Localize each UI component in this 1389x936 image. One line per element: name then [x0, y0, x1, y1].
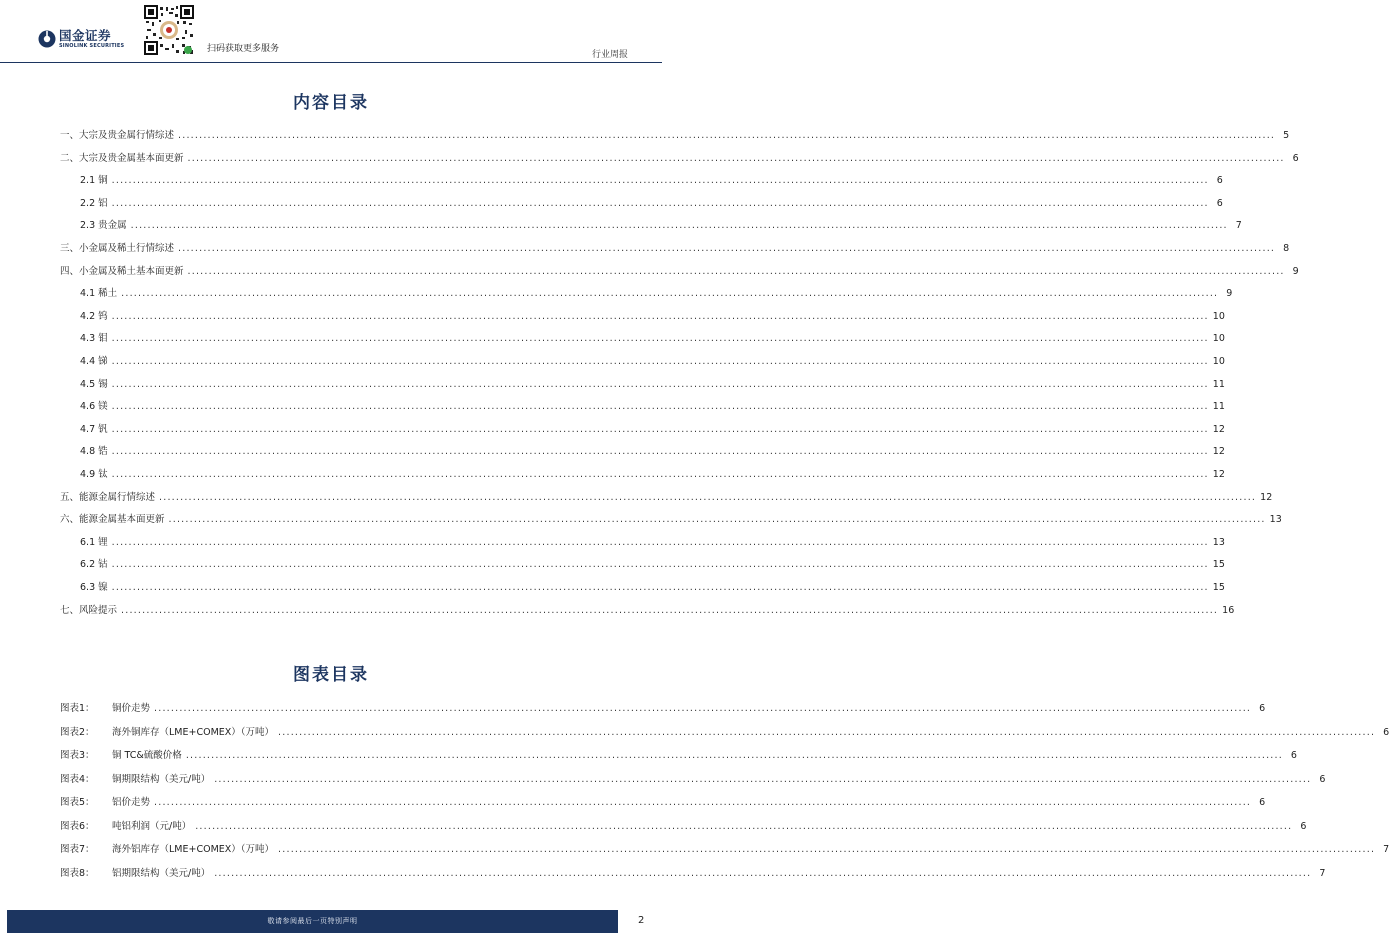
- toc-entry-page: 6: [1216, 197, 1223, 209]
- toc-entry-page: 5: [1283, 130, 1290, 141]
- dot-leader: ....................................................................................................................................................................................................................................................................: [111, 536, 1209, 548]
- toc-entry-label: 一、大宗及贵金属行情综述: [60, 130, 175, 141]
- figure-entry-label: 铜 TC&硫酸价格: [112, 750, 182, 761]
- figures-title: 图表目录: [293, 665, 369, 685]
- figure-entry[interactable]: [60, 702, 1266, 716]
- toc-entry-page: 15: [1212, 582, 1225, 593]
- figure-entry-number: 图表7：: [60, 844, 95, 855]
- toc-entry-page: 9: [1292, 265, 1299, 277]
- toc-entry-page: 6: [1216, 175, 1223, 187]
- toc-entry-label: 二、大宗及贵金属基本面更新: [60, 152, 184, 164]
- toc-entry-label: 2.2 铝: [80, 197, 108, 209]
- dot-leader: ....................................................................................................................................................................................................................................................................: [111, 378, 1209, 390]
- toc-entry[interactable]: [80, 287, 1233, 301]
- toc-entry-label: 6.3 镍: [80, 582, 108, 593]
- toc-entry-label: 2.1 铜: [80, 175, 108, 187]
- header-divider: [0, 62, 662, 63]
- toc-entry[interactable]: [80, 536, 1225, 550]
- toc-entry-label: 4.1 稀土: [80, 288, 118, 300]
- toc-entry-label: 4.9 钛: [80, 469, 108, 480]
- toc-entry[interactable]: [80, 423, 1225, 437]
- dot-leader: ....................................................................................................................................................................................................................................................................: [154, 797, 1252, 808]
- toc-entry-page: 11: [1212, 378, 1225, 390]
- brand-name-cn: 国金证券: [59, 28, 112, 43]
- figure-entry-page: 7: [1383, 844, 1389, 855]
- toc-entry-page: 12: [1260, 491, 1273, 503]
- toc-entry[interactable]: [60, 513, 1282, 527]
- toc-entry-label: 6.1 锂: [80, 536, 108, 548]
- dot-leader: ....................................................................................................................................................................................................................................................................: [111, 401, 1209, 413]
- toc-entry-label: 4.3 钼: [80, 333, 108, 345]
- figure-entry[interactable]: [60, 726, 1389, 740]
- toc-entry-page: 10: [1212, 333, 1225, 345]
- dot-leader: ....................................................................................................................................................................................................................................................................: [121, 288, 1219, 300]
- toc-entry[interactable]: [60, 242, 1290, 256]
- toc-entry-label: 4.4 锑: [80, 356, 108, 367]
- report-type-label: 行业周报: [591, 50, 628, 60]
- toc-entry-page: 16: [1222, 604, 1235, 616]
- dot-leader: ....................................................................................................................................................................................................................................................................: [111, 310, 1209, 322]
- toc-entry-page: 7: [1235, 220, 1242, 232]
- toc-entry[interactable]: [80, 581, 1225, 595]
- dot-leader: ....................................................................................................................................................................................................................................................................: [121, 604, 1219, 616]
- page-header: [0, 0, 662, 62]
- toc-entry[interactable]: [60, 265, 1299, 279]
- figure-entry[interactable]: [60, 867, 1326, 881]
- dot-leader: ....................................................................................................................................................................................................................................................................: [168, 514, 1266, 526]
- dot-leader: ....................................................................................................................................................................................................................................................................: [154, 703, 1252, 714]
- dot-leader: ....................................................................................................................................................................................................................................................................: [187, 265, 1285, 277]
- dot-leader: ....................................................................................................................................................................................................................................................................: [159, 491, 1257, 503]
- figure-entry-page: 6: [1319, 773, 1326, 785]
- toc-entry-label: 4.5 锡: [80, 378, 108, 390]
- toc-entry-label: 4.6 镁: [80, 401, 108, 413]
- dot-leader: ....................................................................................................................................................................................................................................................................: [278, 726, 1376, 738]
- figure-entry[interactable]: [60, 749, 1297, 763]
- figure-entry-label: 吨铝利润（元/吨）: [112, 820, 192, 832]
- dot-leader: ....................................................................................................................................................................................................................................................................: [278, 844, 1376, 855]
- dot-leader: ....................................................................................................................................................................................................................................................................: [111, 559, 1209, 571]
- toc-entry-label: 6.2 钴: [80, 559, 108, 571]
- toc-entry[interactable]: [80, 378, 1225, 392]
- dot-leader: ....................................................................................................................................................................................................................................................................: [178, 243, 1276, 254]
- toc-entry-label: 七、风险提示: [60, 604, 118, 616]
- figure-entry-number: 图表6：: [60, 820, 95, 832]
- dot-leader: ....................................................................................................................................................................................................................................................................: [111, 197, 1209, 209]
- toc-entry-page: 10: [1212, 310, 1225, 322]
- toc-entry[interactable]: [80, 558, 1225, 572]
- toc-entry-label: 4.7 钒: [80, 423, 108, 435]
- figure-entry-number: 图表1：: [60, 703, 95, 714]
- toc-entry-page: 8: [1283, 243, 1290, 254]
- figure-entry-number: 图表5：: [60, 797, 95, 808]
- toc-entry[interactable]: [60, 604, 1235, 618]
- toc-entry[interactable]: [60, 152, 1299, 166]
- figure-entry-label: 铝价走势: [112, 797, 151, 808]
- figure-entry-label: 铜价走势: [112, 703, 151, 714]
- footer-disclaimer: 敬请参阅最后一页特别声明: [267, 917, 358, 925]
- toc-entry[interactable]: [80, 197, 1223, 211]
- toc-entry-page: 15: [1212, 559, 1225, 571]
- toc-entry[interactable]: [80, 445, 1225, 459]
- dot-leader: ....................................................................................................................................................................................................................................................................: [130, 220, 1228, 232]
- toc-entry[interactable]: [80, 332, 1225, 346]
- dot-leader: ....................................................................................................................................................................................................................................................................: [187, 152, 1285, 164]
- dot-leader: ....................................................................................................................................................................................................................................................................: [111, 423, 1209, 435]
- brand-name-en: SINOLINK SECURITIES: [59, 43, 125, 49]
- toc-entry[interactable]: [80, 355, 1225, 369]
- dot-leader: ....................................................................................................................................................................................................................................................................: [178, 130, 1276, 141]
- toc-entry[interactable]: [80, 174, 1223, 188]
- page-number: 2: [638, 915, 645, 926]
- dot-leader: ....................................................................................................................................................................................................................................................................: [214, 773, 1312, 785]
- toc-entry-page: 12: [1212, 469, 1225, 480]
- figure-entry-number: 图表4：: [60, 773, 95, 785]
- toc-entry-label: 六、能源金属基本面更新: [60, 514, 165, 526]
- toc-entry-page: 13: [1269, 514, 1282, 526]
- toc-entry-page: 9: [1226, 288, 1233, 300]
- figure-entry-page: 6: [1300, 820, 1307, 832]
- figure-entry-label: 海外铜库存（LME+COMEX）（万吨）: [112, 726, 275, 738]
- toc-entry[interactable]: [60, 491, 1273, 505]
- toc-entry-page: 10: [1212, 356, 1225, 367]
- qr-caption: 扫码获取更多服务: [207, 44, 280, 54]
- figure-entry-page: 6: [1383, 726, 1389, 738]
- figure-entry-label: 铜期限结构（美元/吨）: [112, 773, 211, 785]
- figure-entry-page: 7: [1319, 867, 1326, 879]
- figure-entry-number: 图表8：: [60, 867, 95, 879]
- toc-entry-label: 4.2 钨: [80, 310, 108, 322]
- figure-entry-page: 6: [1259, 703, 1266, 714]
- toc-title: 内容目录: [293, 93, 369, 113]
- figure-entry[interactable]: [60, 820, 1307, 834]
- toc-entry-page: 12: [1212, 423, 1225, 435]
- figure-entry-label: 铝期限结构（美元/吨）: [112, 867, 211, 879]
- figure-entry-number: 图表2：: [60, 726, 95, 738]
- dot-leader: ....................................................................................................................................................................................................................................................................: [111, 333, 1209, 345]
- sinolink-logo-icon: [38, 30, 56, 48]
- dot-leader: ....................................................................................................................................................................................................................................................................: [111, 356, 1209, 367]
- dot-leader: ....................................................................................................................................................................................................................................................................: [111, 582, 1209, 593]
- dot-leader: ....................................................................................................................................................................................................................................................................: [111, 469, 1209, 480]
- toc-entry-label: 三、小金属及稀土行情综述: [60, 243, 175, 254]
- dot-leader: ....................................................................................................................................................................................................................................................................: [185, 750, 1283, 761]
- toc-entry[interactable]: [80, 310, 1225, 324]
- toc-entry-label: 4.8 锆: [80, 446, 108, 458]
- toc-entry-page: 11: [1212, 401, 1225, 413]
- toc-entry[interactable]: [80, 468, 1225, 482]
- figure-entry-page: 6: [1259, 797, 1266, 808]
- dot-leader: ....................................................................................................................................................................................................................................................................: [195, 820, 1293, 832]
- figure-entry[interactable]: [60, 843, 1389, 857]
- toc-entry-page: 12: [1212, 446, 1225, 458]
- toc-entry-label: 四、小金属及稀土基本面更新: [60, 265, 184, 277]
- qr-code-icon: [143, 4, 195, 56]
- figure-entry-page: 6: [1290, 750, 1297, 761]
- figure-entry-label: 海外铝库存（LME+COMEX）（万吨）: [112, 844, 275, 855]
- toc-entry-page: 13: [1212, 536, 1225, 548]
- toc-entry[interactable]: [80, 400, 1225, 414]
- toc-entry[interactable]: [80, 219, 1242, 233]
- dot-leader: ....................................................................................................................................................................................................................................................................: [111, 175, 1209, 187]
- dot-leader: ....................................................................................................................................................................................................................................................................: [214, 867, 1312, 879]
- dot-leader: ....................................................................................................................................................................................................................................................................: [111, 446, 1209, 458]
- figure-entry[interactable]: [60, 773, 1326, 787]
- figure-entry-number: 图表3：: [60, 750, 95, 761]
- figure-entry[interactable]: [60, 796, 1266, 810]
- toc-entry-label: 2.3 贵金属: [80, 220, 127, 232]
- footer-bar: [7, 910, 618, 933]
- toc-entry-label: 五、能源金属行情综述: [60, 491, 156, 503]
- toc-entry[interactable]: [60, 129, 1290, 143]
- toc-entry-page: 6: [1292, 152, 1299, 164]
